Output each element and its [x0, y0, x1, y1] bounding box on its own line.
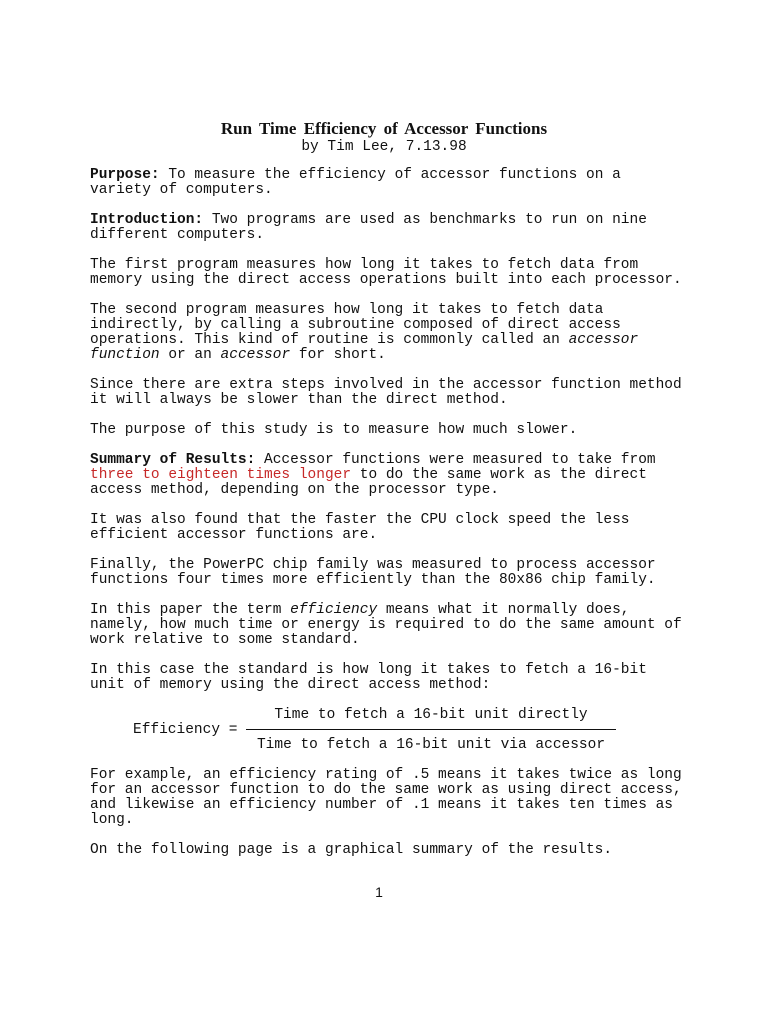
study-purpose-paragraph: The purpose of this study is to measure how much slower. — [90, 422, 578, 438]
purpose-text: To measure the efficiency of accessor functions on a variety of computers. — [90, 167, 621, 198]
definition-paragraph — [90, 603, 690, 648]
introduction-label: Introduction: — [90, 212, 204, 228]
powerpc-paragraph: Finally, the PowerPC chip family was measured to process accessor functions four times more efficiently than the 80x86 chip family. — [90, 557, 656, 588]
document-title: Run Time Efficiency of Accessor Functions — [220, 119, 548, 138]
closing-paragraph: On the following page is a graphical summary of the results. — [90, 842, 613, 858]
purpose-paragraph — [90, 168, 690, 198]
summary-text-1: Accessor functions were measured to take from — [255, 452, 656, 468]
accessor-term: accessor — [220, 347, 291, 363]
page-number: 1 — [375, 884, 383, 900]
example-paragraph: For example, an efficiency rating of .5 means it takes twice as long for an accessor function to do the same work as using direct access, and likewise an efficiency number of .1 means it takes ten times as long. — [90, 767, 682, 828]
purpose-label: Purpose: — [90, 167, 160, 183]
introduction-paragraph — [90, 213, 690, 243]
standard-paragraph: In this case the standard is how long it takes to fetch a 16-bit unit of memory using the direct access method: — [90, 662, 647, 693]
clock-speed-paragraph: It was also found that the faster the CPU clock speed the less efficient accessor functions are. — [90, 512, 630, 543]
efficiency-formula — [90, 708, 690, 753]
second-program-text-2: or an — [159, 347, 221, 363]
formula-lhs: Efficiency = — [133, 722, 238, 738]
document-byline: by Tim Lee, 7.13.98 — [301, 139, 467, 155]
definition-text-2: means what it normally does, namely, how much time or energy is required to do the same amount of work relative to some standard. — [90, 602, 682, 648]
second-program-text-1: The second program measures how long it takes to fetch data indirectly, by calling a subroutine composed of direct access operations. This kind of routine is commonly called an — [90, 302, 621, 348]
summary-highlight: three to eighteen times longer — [90, 467, 352, 483]
second-program-text-3: for short. — [290, 347, 386, 363]
first-program-paragraph: The first program measures how long it takes to fetch data from memory using the direct access operations built into each processor. — [90, 257, 682, 288]
extra-steps-paragraph: Since there are extra steps involved in the accessor function method it will always be slower than the direct method. — [90, 377, 682, 408]
accessor-function-term: accessor function — [90, 332, 639, 363]
second-program-paragraph — [90, 303, 690, 363]
introduction-text: Two programs are used as benchmarks to run on nine different computers. — [90, 212, 647, 243]
summary-paragraph — [90, 453, 690, 498]
summary-text-2: to do the same work as the direct access method, depending on the processor type. — [90, 467, 647, 498]
definition-text-1: In this paper the term — [90, 602, 291, 618]
efficiency-term: efficiency — [290, 602, 378, 618]
summary-label: Summary of Results: — [90, 452, 256, 468]
formula-denominator: Time to fetch a 16-bit unit via accessor — [256, 737, 606, 753]
formula-numerator: Time to fetch a 16-bit unit directly — [274, 707, 588, 723]
fraction-bar — [246, 729, 616, 730]
document-body — [90, 168, 690, 873]
